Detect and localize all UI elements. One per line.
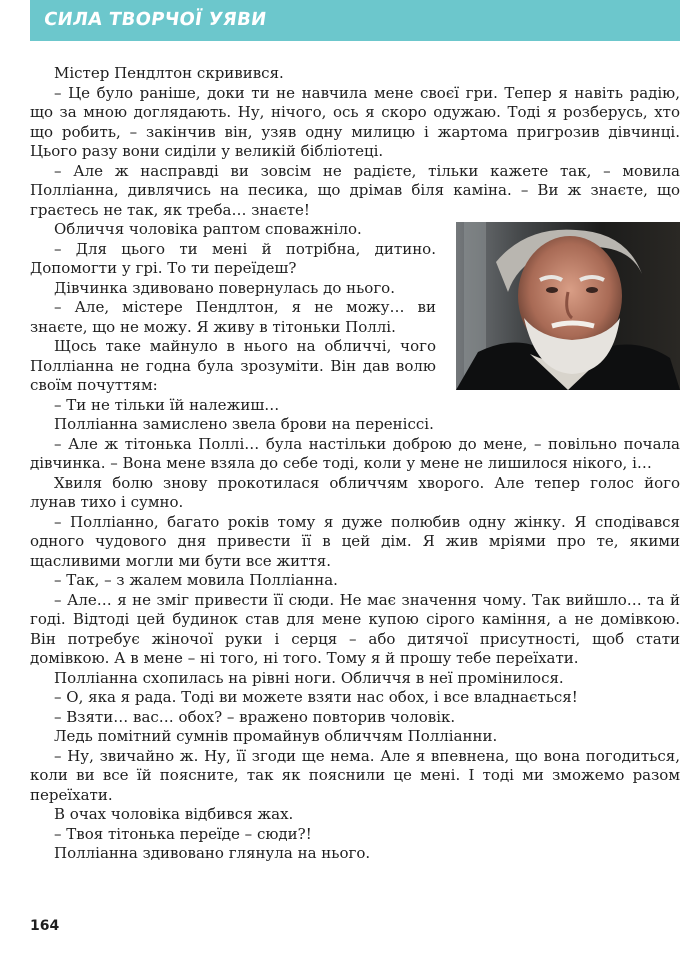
- paragraph: Дівчинка здивовано повернулась до нього.: [54, 278, 395, 297]
- paragraph: Містер Пендлтон скривився.: [54, 64, 284, 82]
- paragraph: – Твоя тітонька переїде – сюди?!: [54, 824, 312, 843]
- section-header-bar: [30, 0, 680, 41]
- paragraph: Полліанна замислено звела брови на переніссі.: [54, 415, 434, 433]
- paragraph: Ледь помітний сумнів промайнув обличчям Полліанни.: [54, 727, 498, 745]
- paragraph: – Ти не тільки їй належиш…: [54, 395, 280, 414]
- paragraph: – Так, – з жалем мовила Полліанна.: [54, 571, 338, 589]
- section-title: СИЛА ТВОРЧОЇ УЯВИ: [42, 9, 268, 30]
- paragraph: – Але, містере Пендлтон, я не можу… ви знаєте, що не можу. Я живу в тітоньки Поллі.: [30, 298, 436, 336]
- paragraph: Полліанна здивовано глянула на нього.: [54, 844, 371, 862]
- story-text: [30, 64, 680, 864]
- paragraph: Щось таке майнуло в нього на обличчі, чого Полліанна не годна була зрозуміти. Він дав волю своїм почуттям:: [30, 337, 436, 394]
- paragraph: – Це було раніше, доки ти не навчила мене своєї гри. Тепер я навіть радію, що за мною доглядають. Ну, нічого, ось я скоро одужаю. Тоді я розберусь, хто що робить, – закінчив він, узяв одну милицю і жартома пригрозив дівчинці. Цього разу вони сиділи у великій бібліотеці.: [30, 83, 680, 160]
- paragraph: – Але ж тітонька Поллі… була настільки доброю до мене, – повільно почала дівчинка. – Вона мене взяла до себе тоді, коли у мене не лишилося нікого, і…: [30, 434, 680, 472]
- paragraph: – Полліанно, багато років тому я дуже полюбив одну жінку. Я сподівався одного чудового дня привести її в цей дім. Я жив мріями про те, якими щасливими могли ми бути все життя.: [30, 512, 680, 570]
- illustration-mr-pendleton: [456, 222, 680, 390]
- paragraph: – Але… я не зміг привести її сюди. Не має значення чому. Так вийшло… та й годі. Відтоді цей будинок став для мене купою сірого каміння, а не домівкою. Він потребує жіночої руки і серця – або дитячої присутності, щоб стати домівкою. А в мене – ні того, ні того. Тому я й прошу тебе переїхати.: [30, 590, 680, 667]
- paragraph: Хвиля болю знову прокотилася обличчям хворого. Але тепер голос його лунав тихо і сумно.: [30, 473, 680, 511]
- paragraph: – О, яка я рада. Тоді ви можете взяти нас обох, і все владнається!: [54, 688, 578, 706]
- paragraph: В очах чоловіка відбився жах.: [54, 805, 294, 823]
- paragraph: Полліанна схопилась на рівні ноги. Обличчя в неї промінилося.: [54, 668, 564, 687]
- paragraph: Обличчя чоловіка раптом споважніло.: [54, 220, 362, 238]
- paragraph: – Але ж насправді ви зовсім не радієте, тільки кажете так, – мовила Поллiанна, дивлячись на песика, що дрімав біля каміна. – Ви ж знаєте, що граєтесь не так, як треба… знаєте!: [30, 161, 680, 219]
- paragraph: – Взяти… вас… обох? – вражено повторив чоловік.: [54, 707, 456, 726]
- paragraph: – Ну, звичайно ж. Ну, її згоди ще нема. Але я впевнена, що вона погодиться, коли ви все їй поясните, так як пояснили це мені. І тоді ми зможемо разом переїхати.: [30, 746, 680, 804]
- portrait-photo: [456, 222, 680, 390]
- page-number: 164: [30, 918, 60, 934]
- paragraph: – Для цього ти мені й потрібна, дитино. Допомогти у грі. То ти переїдеш?: [30, 239, 436, 277]
